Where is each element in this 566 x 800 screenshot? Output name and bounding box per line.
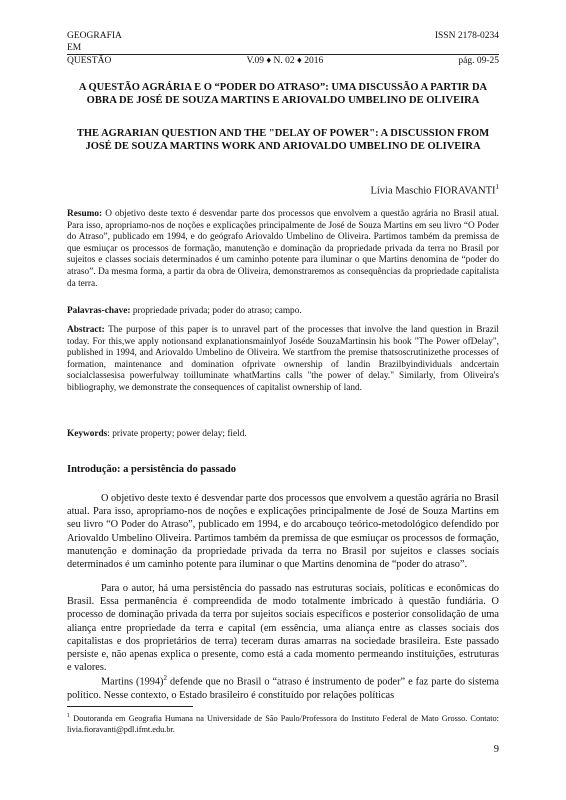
title-portuguese: A QUESTÃO AGRÁRIA E O “PODER DO ATRASO”: UMA DISCUSSÃO A PARTIR DA OBRA DE JOSÉ DE SOUZA MARTINS E ARIOVALDO UMBELINO DE OLIVEIRA — [78, 82, 488, 106]
section-title: Introdução: a persistência do passado — [67, 464, 236, 475]
author-name: Lívia Maschio FIORAVANTI — [370, 185, 496, 197]
footnote — [67, 711, 499, 735]
paragraph-3-start: Martins (1994) — [101, 676, 164, 688]
paragraph-3-footnote-mark: 2 — [163, 674, 167, 682]
author-footnote-mark: 1 — [495, 183, 499, 191]
journal-name-line2: EM — [67, 43, 82, 53]
resumo-label: Resumo: — [67, 209, 103, 219]
author — [370, 183, 499, 197]
page-range: pág. 09-25 — [458, 56, 499, 66]
resumo-text: O objetivo deste texto é desvendar parte dos processos que envolvem a questão agrária no Brasil atual. Para isso, apropriamo-nos de noções e explicações principalmente de José de Souza Martins em seu livro “O Poder do Atraso”, publicado em 1994, e do geógrafo Ariovaldo Umbelino de Oliveira. Partimos também da premissa de que esmiuçar os processos de formação, manutenção e dominação da propriedade privada da terra no Brasil por sujeitos e classes sociais determinados é um caminho potente para iluminar o que Martins denomina de “poder do atraso”. Da mesma forma, a partir da obra de Oliveira, demonstraremos as consequências da propriedade capitalista da terra. — [67, 209, 499, 289]
footnote-divider — [67, 706, 193, 707]
paragraph-3-rest: defende que no Brasil o “atraso é instrumento de poder” e faz parte do sistema político. Nesse contexto, o Estado brasileiro é constituído por relações políticas — [67, 676, 499, 701]
abstract-label: Abstract: — [67, 325, 105, 335]
palavras-chave — [67, 306, 499, 318]
body-paragraph-2 — [67, 582, 499, 674]
keywords-text: : private property; power delay; field. — [107, 429, 247, 439]
palavras-chave-text: propriedade privada; poder do atraso; campo. — [130, 306, 302, 316]
issn: ISSN 2178-0234 — [434, 31, 499, 41]
body-paragraph-1 — [67, 492, 499, 571]
journal-name-line2-row — [67, 42, 499, 55]
resumo — [67, 209, 499, 290]
journal-name-line3: QUESTÃO — [67, 56, 112, 66]
paragraph-2-text: Para o autor, há uma persistência do passado nas estruturas sociais, políticas e econômicas do Brasil. Essa permanência é compreendida de modo totalmente imbricado à questão fundiária. O processo de dominação privada da terra por sujeitos sociais específicos e posterior consolidação de uma aliança entre propriedade da terra e capital (em essência, uma aliança entre as classes sociais dos capitalistas e dos proprietários de terra) teceram duras amarras na sociedade brasileira. Este passado persiste e, não apenas explica o presente, como está a cada momento permeando instituições, estruturas e valores. — [67, 583, 499, 674]
paragraph-1-text: O objetivo deste texto é desvendar parte dos processos que envolvem a questão agrária no Brasil atual. Para isso, apropriamo-nos de noções e explicações principalmente de José de Souza Martins em seu livro “O Poder do Atraso”, publicado em 1994, e do arcabouço teórico-metodológico defendido por Ariovaldo Umbelino Oliveira. Partimos também da premissa de que esmiuçar os processos de formação, manutenção e dominação da propriedade privada da terra no Brasil por sujeitos e classes sociais determinados é um caminho potente para iluminar o que Martins denomina de “poder do atraso”. — [67, 493, 499, 571]
footnote-text: Doutoranda em Geografia Humana na Universidade de São Paulo/Professora do Instituto Federal de Mato Grosso. Contato: livia.fioravanti@pdl.ifmt.edu.br. — [67, 713, 499, 734]
page-number: 9 — [493, 744, 499, 755]
journal-header — [67, 30, 499, 67]
volume-info: V.09 ♦ N. 02 ♦ 2016 — [246, 56, 324, 66]
keywords — [67, 429, 499, 441]
journal-name-line1: GEOGRAFIA — [67, 31, 122, 41]
footnote-mark: 1 — [67, 713, 70, 719]
title-english: THE AGRARIAN QUESTION AND THE "DELAY OF POWER": A DISCUSSION FROM JOSÉ DE SOUZA MARTINS WORK AND ARIOVALDO UMBELINO DE OLIVEIRA — [76, 128, 490, 152]
abstract — [67, 325, 499, 395]
keywords-label: Keywords — [67, 429, 108, 439]
palavras-chave-label: Palavras-chave: — [67, 306, 131, 316]
abstract-text: The purpose of this paper is to unravel part of the processes that involve the land question in Brazil today. For this,we apply notionsand explanationsmainlyof Joséde SouzaMartinsin his book "The Power ofDelay", published in 1994, and Ariovaldo Umbelino de Oliveira. We startfrom the premise thatsoscrutinizethe processes of formation, maintenance and domination ofprivate ownership of landin Brazilbyindividuals andcertain socialclassesisa powerfulway toilluminate whatMartins calls "the power of delay." Similarly, from Oliveira's bibliography, we demonstrate the consequences of capitalist ownership of land. — [67, 325, 499, 393]
body-paragraph-3 — [67, 672, 499, 702]
